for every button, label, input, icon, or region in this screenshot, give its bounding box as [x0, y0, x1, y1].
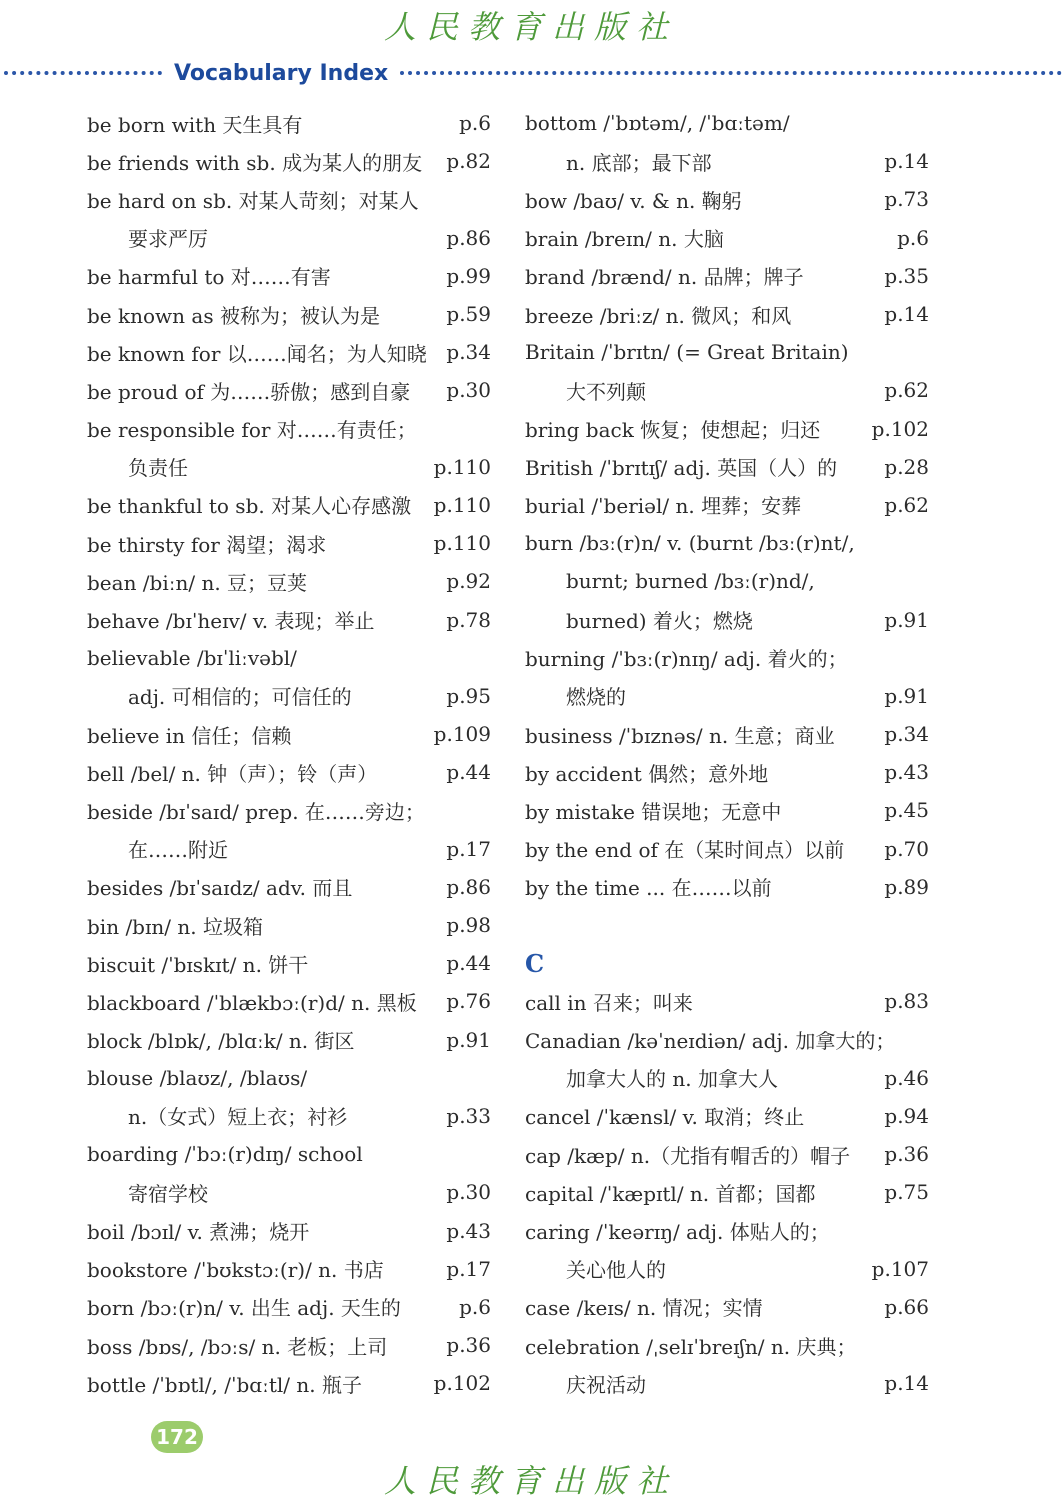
publisher-logo-top: 人民教育出版社: [383, 8, 678, 46]
entry-text: by accident 偶然；意外地: [525, 761, 769, 786]
entry-page-ref: p.34: [884, 722, 929, 747]
entry-text: bottom /ˈbɒtəm/, /ˈbɑːtəm/: [525, 111, 790, 136]
entry-page-ref: p.46: [884, 1065, 929, 1090]
entry-continuation: [87, 1173, 491, 1211]
vocab-entry: [87, 1250, 491, 1288]
entry-page-ref: p.94: [884, 1103, 929, 1128]
entry-text: boarding /ˈbɔː(r)dɪŋ/ school: [87, 1142, 363, 1167]
entry-page-ref: p.86: [446, 874, 491, 899]
entry-text: 加拿大人的 n. 加拿大人: [566, 1067, 778, 1092]
entry-text: bottle /ˈbɒtl/, /ˈbɑːtl/ n. 瓶子: [87, 1372, 362, 1397]
vocab-entry: [87, 944, 491, 982]
entry-text: be born with 天生具有: [87, 112, 303, 137]
vocab-entry: [87, 753, 491, 791]
entry-continuation: [87, 1097, 491, 1135]
entry-continuation: [525, 677, 929, 715]
entry-text: breeze /briːz/ n. 微风；和风: [525, 303, 792, 328]
entry-text: be thirsty for 渴望；渴求: [87, 532, 327, 557]
entry-text: by the time ... 在……以前: [525, 876, 772, 901]
entry-page-ref: p.6: [897, 225, 929, 250]
entry-continuation: [525, 142, 929, 180]
header-dots-right: [400, 71, 1062, 75]
entry-text: believable /bɪˈliːvəbl/: [87, 645, 297, 670]
entry-continuation: [87, 677, 491, 715]
entry-page-ref: p.110: [433, 492, 491, 517]
entry-text: be friends with sb. 成为某人的朋友: [87, 150, 423, 175]
entry-continuation: [525, 1059, 929, 1097]
entry-text: capital /ˈkæpɪtl/ n. 首都；国都: [525, 1181, 816, 1206]
vocab-entry: [525, 753, 929, 791]
entry-text: bell /bel/ n. 钟（声）；铃（声）: [87, 761, 378, 786]
entry-text: be responsible for 对……有责任；: [87, 418, 417, 443]
vocab-entry: [525, 639, 929, 677]
entry-page-ref: p.6: [459, 1294, 491, 1319]
entry-page-ref: p.102: [433, 1371, 491, 1396]
vocab-entry: [525, 295, 929, 333]
index-header: [0, 56, 1062, 90]
entry-text: n. 底部；最下部: [566, 150, 712, 175]
vocab-entry: [525, 1097, 929, 1135]
entry-text: boil /bɔɪl/ v. 煮沸；烧开: [87, 1220, 310, 1245]
entry-page-ref: p.14: [884, 302, 929, 327]
vocab-entry: [87, 333, 491, 371]
entry-text: 在……附近: [128, 838, 228, 863]
entry-page-ref: p.30: [446, 378, 491, 403]
vocab-entry: [87, 1021, 491, 1059]
entry-page-ref: p.98: [446, 913, 491, 938]
entry-page-ref: p.62: [884, 378, 929, 403]
vocab-entry: [525, 982, 929, 1020]
entry-page-ref: p.82: [446, 149, 491, 174]
vocab-entry: [525, 486, 929, 524]
entry-text: besides /bɪˈsaɪdz/ adv. 而且: [87, 876, 353, 901]
page-number-badge: 172: [151, 1421, 203, 1453]
entry-text: beside /bɪˈsaɪd/ prep. 在……旁边；: [87, 799, 425, 824]
entry-text: adj. 可相信的；可信任的: [128, 685, 352, 710]
vocab-entry: [87, 1364, 491, 1402]
vocab-entry: [525, 1173, 929, 1211]
vocab-entry: [525, 219, 929, 257]
entry-page-ref: p.89: [884, 874, 929, 899]
entry-continuation: [525, 562, 929, 600]
entry-text: bean /biːn/ n. 豆；豆荚: [87, 570, 308, 595]
entry-text: business /ˈbɪznəs/ n. 生意；商业: [525, 723, 835, 748]
vocab-entry: [87, 1288, 491, 1326]
entry-page-ref: p.14: [884, 1371, 929, 1396]
entry-text: burial /ˈberiəl/ n. 埋葬；安葬: [525, 494, 802, 519]
entry-continuation: [87, 830, 491, 868]
entry-text: by mistake 错误地；无意中: [525, 799, 782, 824]
entry-page-ref: p.17: [446, 836, 491, 861]
vocab-entry: [525, 1135, 929, 1173]
entry-text: British /ˈbrɪtɪʃ/ adj. 英国（人）的: [525, 456, 838, 481]
entry-page-ref: p.17: [446, 1256, 491, 1281]
vocab-entry: [87, 715, 491, 753]
entry-text: brain /breɪn/ n. 大脑: [525, 227, 724, 252]
vocab-entry: [525, 1326, 929, 1364]
vocab-entry: [525, 791, 929, 829]
entry-text: 寄宿学校: [128, 1181, 208, 1206]
entry-text: biscuit /ˈbɪskɪt/ n. 饼干: [87, 952, 309, 977]
entry-page-ref: p.43: [884, 760, 929, 785]
entry-page-ref: p.91: [884, 607, 929, 632]
vocab-entry: [87, 639, 491, 677]
entry-text: burned) 着火；燃烧: [566, 609, 753, 634]
vocab-entry: [525, 333, 929, 371]
vocab-entry: [87, 1326, 491, 1364]
entry-text: be thankful to sb. 对某人心存感激: [87, 494, 412, 519]
vocab-entry: [525, 715, 929, 753]
entry-page-ref: p.107: [871, 1256, 929, 1281]
vocab-entry: [525, 868, 929, 906]
entry-page-ref: p.91: [884, 683, 929, 708]
entry-text: be known for 以……闻名；为人知晓: [87, 341, 427, 366]
entry-text: 负责任: [128, 456, 188, 481]
right-column: [525, 104, 929, 1402]
entry-text: bookstore /ˈbʊkstɔː(r)/ n. 书店: [87, 1258, 384, 1283]
entry-page-ref: p.30: [446, 1180, 491, 1205]
entry-page-ref: p.45: [884, 798, 929, 823]
entry-text: block /blɒk/, /blɑːk/ n. 街区: [87, 1029, 355, 1054]
entry-page-ref: p.59: [446, 302, 491, 327]
entry-page-ref: p.109: [433, 722, 491, 747]
vocab-entry: [87, 791, 491, 829]
entry-text: n.（女式）短上衣；衬衫: [128, 1105, 348, 1130]
entry-text: 关心他人的: [566, 1258, 666, 1283]
entry-text: 大不列颠: [566, 379, 646, 404]
entry-page-ref: p.73: [884, 187, 929, 212]
entry-page-ref: p.66: [884, 1294, 929, 1319]
entry-text: blackboard /ˈblækbɔː(r)d/ n. 黑板: [87, 990, 417, 1015]
entry-text: case /keɪs/ n. 情况；实情: [525, 1296, 763, 1321]
entry-text: be harmful to 对……有害: [87, 265, 331, 290]
entry-text: be hard on sb. 对某人苛刻；对某人: [87, 188, 419, 213]
entry-page-ref: p.95: [446, 683, 491, 708]
entry-page-ref: p.102: [871, 416, 929, 441]
entry-text: 要求严厉: [128, 227, 208, 252]
vocab-entry: [87, 982, 491, 1020]
vocab-entry: [87, 410, 491, 448]
entry-page-ref: p.33: [446, 1103, 491, 1128]
vocab-entry: [525, 524, 929, 562]
vocab-entry: [87, 104, 491, 142]
entry-page-ref: p.83: [884, 989, 929, 1014]
entry-page-ref: p.99: [446, 263, 491, 288]
entry-page-ref: p.36: [446, 1333, 491, 1358]
entry-page-ref: p.14: [884, 149, 929, 174]
vocab-entry: [87, 371, 491, 409]
entry-page-ref: p.78: [446, 607, 491, 632]
entry-page-ref: p.44: [446, 760, 491, 785]
vocab-entry: [525, 448, 929, 486]
entry-text: bow /baʊ/ v. & n. 鞠躬: [525, 188, 742, 213]
entry-page-ref: p.35: [884, 263, 929, 288]
entry-text: be known as 被称为；被认为是: [87, 303, 380, 328]
vocab-entry: [525, 1211, 929, 1249]
vocab-entry: [525, 830, 929, 868]
entry-page-ref: p.110: [433, 531, 491, 556]
entry-text: burning /ˈbɜː(r)nɪŋ/ adj. 着火的；: [525, 647, 848, 672]
entry-text: believe in 信任；信赖: [87, 723, 292, 748]
entry-page-ref: p.44: [446, 951, 491, 976]
entry-text: boss /bɒs/, /bɔːs/ n. 老板；上司: [87, 1334, 388, 1359]
entry-text: 庆祝活动: [566, 1372, 646, 1397]
entry-page-ref: p.6: [459, 111, 491, 136]
entry-continuation: [525, 1250, 929, 1288]
vocab-entry: [525, 257, 929, 295]
entry-text: by the end of 在（某时间点）以前: [525, 838, 845, 863]
entry-text: behave /bɪˈheɪv/ v. 表现；举止: [87, 609, 375, 634]
vocab-entry: [87, 486, 491, 524]
entry-page-ref: p.86: [446, 225, 491, 250]
vocab-entry: [87, 1135, 491, 1173]
vocab-entry: [87, 600, 491, 638]
entry-text: cap /kæp/ n.（尤指有帽舌的）帽子: [525, 1143, 851, 1168]
entry-page-ref: p.70: [884, 836, 929, 861]
section-letter: C: [525, 948, 545, 978]
entry-page-ref: p.43: [446, 1218, 491, 1243]
entry-continuation: [87, 448, 491, 486]
vocab-entry: [87, 1059, 491, 1097]
entry-page-ref: p.76: [446, 989, 491, 1014]
entry-text: caring /ˈkeərɪŋ/ adj. 体贴人的；: [525, 1220, 830, 1245]
vocab-entry: [87, 906, 491, 944]
header-dots-left: [4, 71, 162, 75]
entry-text: born /bɔː(r)n/ v. 出生 adj. 天生的: [87, 1296, 401, 1321]
left-column: [87, 104, 491, 1402]
entry-continuation: [525, 371, 929, 409]
vocab-entry: [525, 1021, 929, 1059]
entry-page-ref: p.92: [446, 569, 491, 594]
entry-continuation: [87, 219, 491, 257]
page-title: Vocabulary Index: [174, 60, 389, 86]
entry-page-ref: p.34: [446, 340, 491, 365]
entry-page-ref: p.110: [433, 454, 491, 479]
entry-continuation: [525, 1364, 929, 1402]
entry-text: burn /bɜː(r)n/ v. (burnt /bɜː(r)nt/,: [525, 531, 855, 556]
entry-text: be proud of 为……骄傲；感到自豪: [87, 379, 411, 404]
vocab-entry: [525, 180, 929, 218]
vocab-entry: [87, 295, 491, 333]
entry-text: brand /brænd/ n. 品牌；牌子: [525, 265, 804, 290]
entry-text: blouse /blaʊz/, /blaʊs/: [87, 1065, 308, 1090]
vocab-entry: [87, 257, 491, 295]
vocab-entry: [525, 104, 929, 142]
vocab-entry: [87, 524, 491, 562]
entry-page-ref: p.91: [446, 1027, 491, 1052]
entry-continuation: [525, 600, 929, 638]
entry-text: Canadian /kəˈneɪdiən/ adj. 加拿大的；: [525, 1029, 896, 1054]
vocab-entry: [87, 1211, 491, 1249]
vocab-entry: [87, 562, 491, 600]
entry-text: 燃烧的: [566, 685, 626, 710]
entry-text: celebration /ˌselɪˈbreɪʃn/ n. 庆典；: [525, 1334, 857, 1359]
vocab-entry: [87, 180, 491, 218]
vocab-entry: [87, 868, 491, 906]
entry-page-ref: p.36: [884, 1142, 929, 1167]
vocab-entry: [525, 410, 929, 448]
entry-text: burnt; burned /bɜː(r)nd/,: [566, 569, 815, 594]
section-spacer: [525, 906, 929, 944]
publisher-logo-bottom: 人民教育出版社: [383, 1462, 678, 1500]
entry-text: bin /bɪn/ n. 垃圾箱: [87, 914, 263, 939]
entry-text: Britain /ˈbrɪtn/ (= Great Britain): [525, 340, 849, 365]
entry-page-ref: p.75: [884, 1180, 929, 1205]
entry-page-ref: p.62: [884, 492, 929, 517]
vocab-entry: [525, 1288, 929, 1326]
entry-text: cancel /ˈkænsl/ v. 取消；终止: [525, 1105, 805, 1130]
entry-page-ref: p.28: [884, 454, 929, 479]
vocab-entry: [87, 142, 491, 180]
entry-text: bring back 恢复；使想起；归还: [525, 418, 821, 443]
entry-text: call in 召来；叫来: [525, 990, 693, 1015]
